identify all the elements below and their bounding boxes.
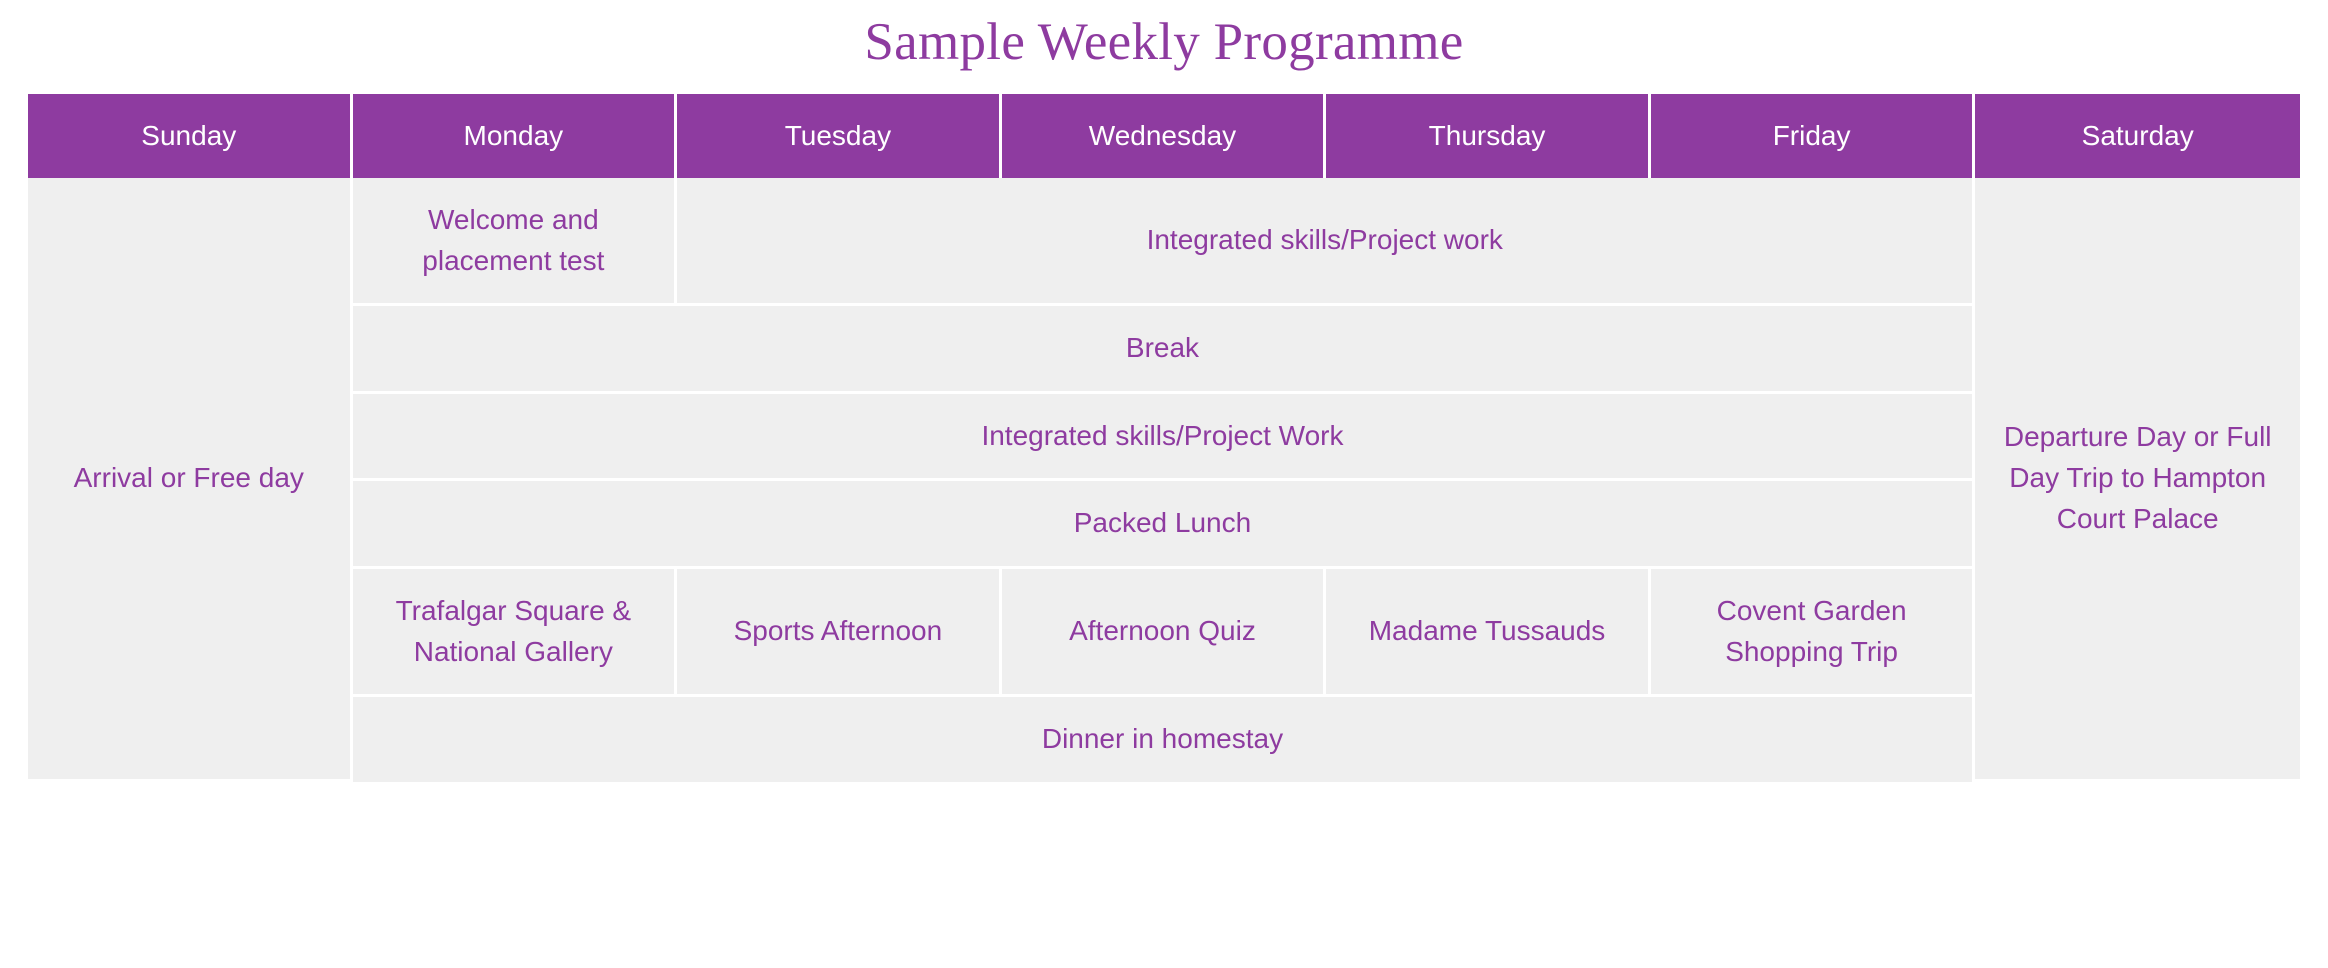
cell-friday-afternoon: Covent Garden Shopping Trip bbox=[1651, 569, 1976, 697]
cell-evening: Dinner in homestay bbox=[353, 697, 1976, 782]
cell-midmorning-session: Integrated skills/Project Work bbox=[353, 394, 1976, 482]
cell-saturday-all-day: Departure Day or Full Day Trip to Hampton Court Palace bbox=[1975, 178, 2300, 782]
cell-monday-morning: Welcome and placement test bbox=[353, 178, 678, 306]
table-row bbox=[28, 569, 2300, 697]
cell-thursday-afternoon: Madame Tussauds bbox=[1326, 569, 1651, 697]
table-body bbox=[28, 178, 2300, 782]
table-row bbox=[28, 394, 2300, 482]
table-header-row bbox=[28, 94, 2300, 178]
table-row bbox=[28, 481, 2300, 569]
cell-monday-afternoon: Trafalgar Square & National Gallery bbox=[353, 569, 678, 697]
column-header-friday: Friday bbox=[1651, 94, 1976, 178]
page-title: Sample Weekly Programme bbox=[864, 13, 1464, 71]
table-header bbox=[28, 94, 2300, 178]
column-header-saturday: Saturday bbox=[1975, 94, 2300, 178]
cell-break: Break bbox=[353, 306, 1976, 394]
cell-tuesday-afternoon: Sports Afternoon bbox=[677, 569, 1002, 697]
table-row bbox=[28, 178, 2300, 306]
column-header-thursday: Thursday bbox=[1326, 94, 1651, 178]
column-header-tuesday: Tuesday bbox=[677, 94, 1002, 178]
cell-sunday-all-day: Arrival or Free day bbox=[28, 178, 353, 782]
cell-lunch: Packed Lunch bbox=[353, 481, 1976, 569]
weekly-programme-table bbox=[28, 94, 2300, 782]
column-header-sunday: Sunday bbox=[28, 94, 353, 178]
cell-morning-session: Integrated skills/Project work bbox=[677, 178, 1975, 306]
table-row bbox=[28, 697, 2300, 782]
column-header-wednesday: Wednesday bbox=[1002, 94, 1327, 178]
table-row bbox=[28, 306, 2300, 394]
column-header-monday: Monday bbox=[353, 94, 678, 178]
cell-wednesday-afternoon: Afternoon Quiz bbox=[1002, 569, 1327, 697]
